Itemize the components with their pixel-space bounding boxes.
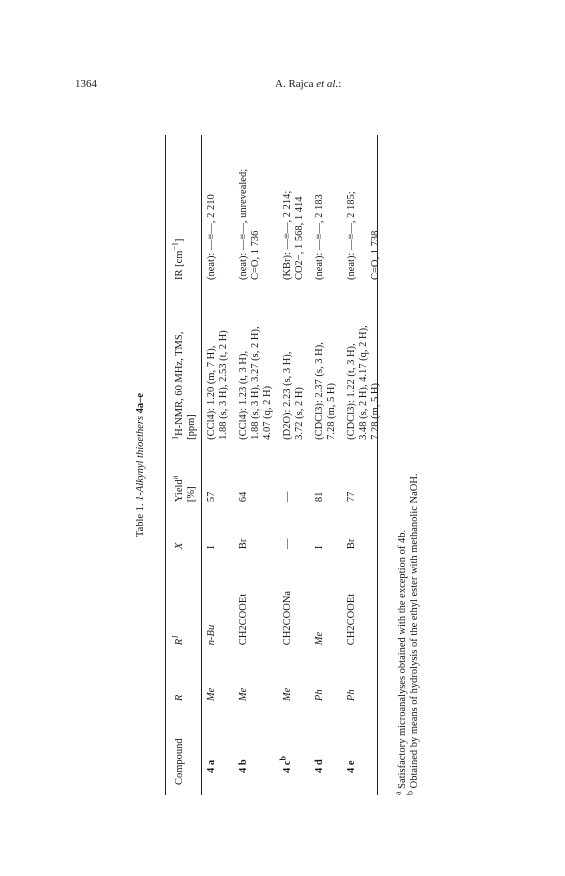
footnote-a: $^a$ Satisfactory microanalyses obtained with the exception of 4b. <box>393 529 408 795</box>
footnote-b-text: Obtained by means of hydrolysis of the ethyl ester with methanolic NaOH. <box>409 473 420 789</box>
authors-suffix: et al. <box>316 78 339 90</box>
cell-nmr <box>202 284 234 444</box>
running-head-authors <box>275 78 341 90</box>
nmr-line: (CCl4): 1.23 (t, 3 H), <box>238 350 249 440</box>
cell-x: Br <box>238 538 249 550</box>
cell-nmr <box>234 284 278 444</box>
col-yield: Yield$^a$ [%] <box>170 475 197 503</box>
ir-line: (neat): —≡—, 2 183 <box>314 194 325 281</box>
compound-footnote-mark: b <box>278 756 288 761</box>
ir-line: (neat): —≡—, 2 185; <box>346 191 357 281</box>
authors-name: A. Rajca <box>275 78 314 90</box>
caption-title: 1-Alkynyl thioethers <box>135 415 146 501</box>
cell-yield: 77 <box>346 491 357 503</box>
ir-line: C=O, 1 736 <box>250 230 261 281</box>
nmr-line: (CCl4): 1.20 (m, 7 H), <box>206 345 217 440</box>
ir-line: (KBr): —≡—, 2 214; <box>282 190 293 281</box>
cell-r: Me <box>206 687 217 702</box>
col-r1: $R^1$ <box>170 634 185 646</box>
cell-ir <box>202 135 234 284</box>
cell-nmr <box>310 284 342 444</box>
thioether-table <box>168 135 386 795</box>
nmr-line: 7.28 (m, 5 H) <box>326 383 337 440</box>
nmr-line: 7.28 (m, 5 H) <box>370 383 381 440</box>
caption-compound: 4a–e <box>135 392 146 414</box>
caption-prefix: Table 1. <box>135 503 146 538</box>
ir-line: C=O, 1 738 <box>370 230 381 281</box>
cell-x: Br <box>346 538 357 550</box>
cell-yield: 64 <box>238 491 249 503</box>
col-ir: IR $[cm^{-1}]$ <box>170 238 185 281</box>
cell-r1: CH2COOEt <box>346 593 357 646</box>
page-number: 1364 <box>75 78 97 90</box>
nmr-line: 3.72 (s, 2 H) <box>294 387 305 440</box>
table-row <box>278 135 310 795</box>
col-nmr: $^1$H-NMR, 60 MHz, TMS, [ppm] <box>170 331 197 440</box>
cell-compound: 4 $c^b$ <box>278 756 293 773</box>
cell-r1: CH2COOEt <box>238 593 249 646</box>
col-x: X <box>174 542 185 550</box>
authors-end: : <box>338 78 342 90</box>
cell-r: Me <box>282 687 293 702</box>
cell-yield: — <box>282 491 293 503</box>
table-header-row <box>168 135 202 795</box>
nmr-line: 3.48 (s, 2 H), 4.17 (q, 2 H), <box>358 325 369 440</box>
ir-line <box>358 139 370 280</box>
rotated-table <box>135 135 440 795</box>
table-row <box>234 135 278 795</box>
cell-compound: 4 d <box>314 759 325 773</box>
cell-x: I <box>206 545 217 550</box>
nmr-line: 1.88 (s, 3 H), 2.53 (t, 2 H) <box>218 330 229 440</box>
nmr-line: (CDCl3): 1.22 (t, 3 H), <box>346 343 357 440</box>
cell-r: Me <box>238 687 249 702</box>
footnote-b: $^b$ Obtained by means of hydrolysis of the ethyl ester with methanolic NaOH. <box>405 473 420 795</box>
nmr-line: (CDCl3): 2.37 (s, 3 H), <box>314 342 325 440</box>
footnote-a-text: Satisfactory microanalyses obtained with the exception of 4b. <box>397 529 408 789</box>
table-caption <box>135 135 146 795</box>
cell-compound: 4 a <box>206 759 217 773</box>
cell-yield: 81 <box>314 491 325 503</box>
table-top-rule <box>165 135 166 795</box>
table-row <box>202 135 234 795</box>
table-row <box>342 135 386 795</box>
col-r: R <box>174 694 185 702</box>
cell-compound: 4 e <box>346 760 357 773</box>
cell-compound: 4 b <box>238 759 249 773</box>
cell-r: Ph <box>314 689 325 702</box>
cell-x: I <box>314 545 325 550</box>
ir-line: CO2−, 1 568, 1 414 <box>294 196 305 281</box>
ir-line: (neat): —≡—, unrevealed; <box>238 168 249 281</box>
col-compound: Compound <box>174 738 185 785</box>
cell-x: — <box>282 538 293 550</box>
table-row <box>310 135 342 795</box>
cell-nmr <box>342 284 386 444</box>
cell-nmr <box>278 284 310 444</box>
cell-ir <box>310 135 342 284</box>
nmr-line: 4.07 (q, 2 H) <box>262 385 273 440</box>
cell-ir <box>278 135 310 284</box>
nmr-line: 1.88 (s, 3 H), 3.27 (s, 2 H), <box>250 326 261 440</box>
cell-yield: 57 <box>206 491 217 503</box>
cell-r: Ph <box>346 689 357 702</box>
cell-r1: CH2COONa <box>282 590 293 646</box>
nmr-line: (D2O): 2.23 (s, 3 H), <box>282 351 293 440</box>
cell-r1: Me <box>314 631 325 646</box>
cell-ir <box>342 135 386 284</box>
cell-r1: n-Bu <box>206 624 217 646</box>
cell-ir <box>234 135 278 284</box>
ir-line: (neat): —≡—, 2 210 <box>206 194 217 281</box>
